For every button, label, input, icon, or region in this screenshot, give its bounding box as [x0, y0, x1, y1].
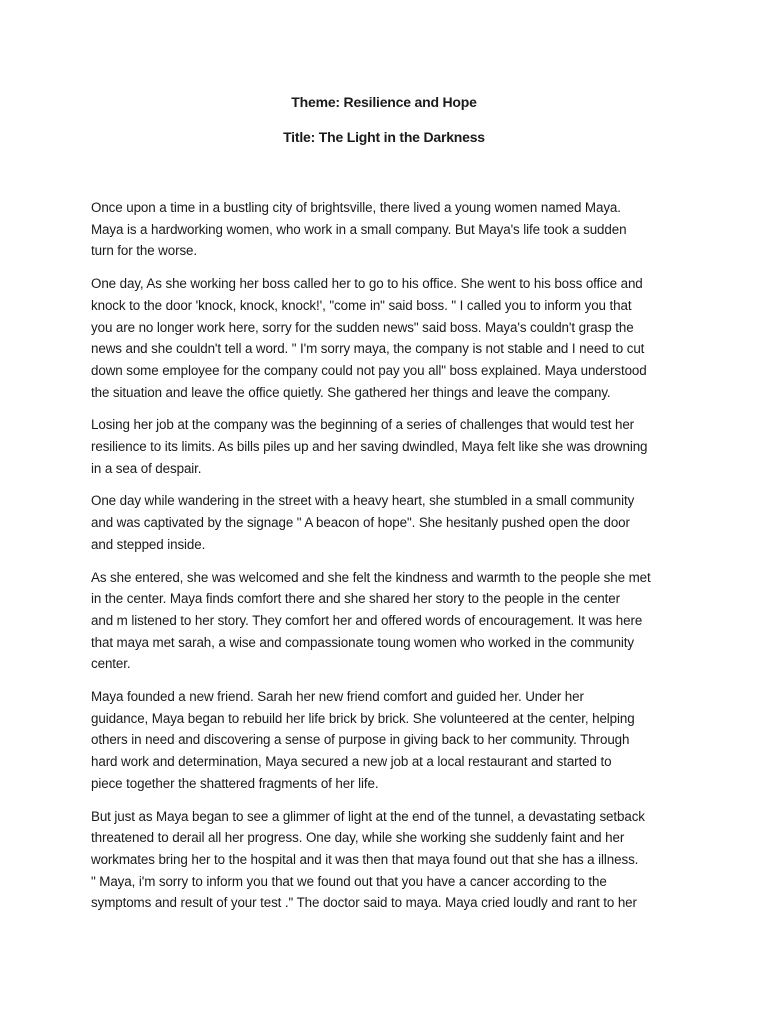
text-line: workmates bring her to the hospital and it was then that maya found out that she has a illness.: [91, 851, 639, 867]
text-line: news and she couldn't tell a word. " I'm sorry maya, the company is not stable and I need to cut: [91, 341, 645, 357]
text-line: Maya is a hardworking women, who work in a small company. But Maya's life took a sudden: [91, 221, 627, 237]
text-line: in a sea of despair.: [91, 460, 202, 476]
paragraph: [91, 686, 687, 795]
paragraph: [91, 273, 687, 403]
text-line: symptoms and result of your test ." The doctor said to maya. Maya cried loudly and rant to her: [91, 895, 637, 911]
text-line: But just as Maya began to see a glimmer of light at the end of the tunnel, a devastating setback: [91, 808, 645, 824]
text-line: you are no longer work here, sorry for the sudden news" said boss. Maya's couldn't grasp the: [91, 319, 634, 335]
text-line: knock to the door 'knock, knock, knock!', "come in" said boss. " I called you to inform you that: [91, 297, 632, 313]
text-line: center.: [91, 656, 131, 672]
story-theme: Theme: Resilience and Hope: [291, 94, 477, 110]
text-line: in the center. Maya finds comfort there and she shared her story to the people in the center: [91, 591, 620, 607]
text-line: and m listened to her story. They comfort her and offered words of encouragement. It was here: [91, 612, 643, 628]
paragraph: [91, 414, 687, 479]
text-line: others in need and discovering a sense of purpose in giving back to her community. Through: [91, 732, 630, 748]
story-title: Title: The Light in the Darkness: [283, 129, 485, 145]
text-line: the situation and leave the office quietly. She gathered her things and leave the company.: [91, 384, 611, 400]
text-line: As she entered, she was welcomed and she felt the kindness and warmth to the people she met: [91, 569, 651, 585]
text-line: guidance, Maya began to rebuild her life brick by brick. She volunteered at the center, helping: [91, 710, 635, 726]
text-line: down some employee for the company could not pay you all" boss explained. Maya understood: [91, 362, 647, 378]
text-line: One day while wandering in the street with a heavy heart, she stumbled in a small community: [91, 493, 635, 509]
text-line: " Maya, i'm sorry to inform you that we found out that you have a cancer according to the: [91, 873, 607, 889]
text-line: hard work and determination, Maya secured a new job at a local restaurant and started to: [91, 754, 612, 770]
paragraph: [91, 490, 687, 555]
text-line: turn for the worse.: [91, 243, 198, 259]
text-line: Maya founded a new friend. Sarah her new friend comfort and guided her. Under her: [91, 689, 584, 705]
paragraph: [91, 197, 687, 262]
text-line: One day, As she working her boss called her to go to his office. She went to his boss office and: [91, 276, 643, 292]
story-body: [91, 197, 687, 925]
paragraph: [91, 567, 687, 676]
text-line: that maya met sarah, a wise and compassionate toung women who worked in the community: [91, 634, 635, 650]
text-line: and stepped inside.: [91, 536, 206, 552]
text-line: and was captivated by the signage " A beacon of hope". She hesitanly pushed open the door: [91, 515, 630, 531]
text-line: piece together the shattered fragments of her life.: [91, 775, 379, 791]
text-line: resilience to its limits. As bills piles up and her saving dwindled, Maya felt like she was drowning: [91, 439, 648, 455]
text-line: Once upon a time in a bustling city of brightsville, there lived a young women named Maya.: [91, 200, 621, 215]
text-line: threatened to derail all her progress. One day, while she working she suddenly faint and her: [91, 830, 625, 846]
text-line: Losing her job at the company was the beginning of a series of challenges that would test her: [91, 417, 635, 433]
paragraph: [91, 806, 687, 915]
